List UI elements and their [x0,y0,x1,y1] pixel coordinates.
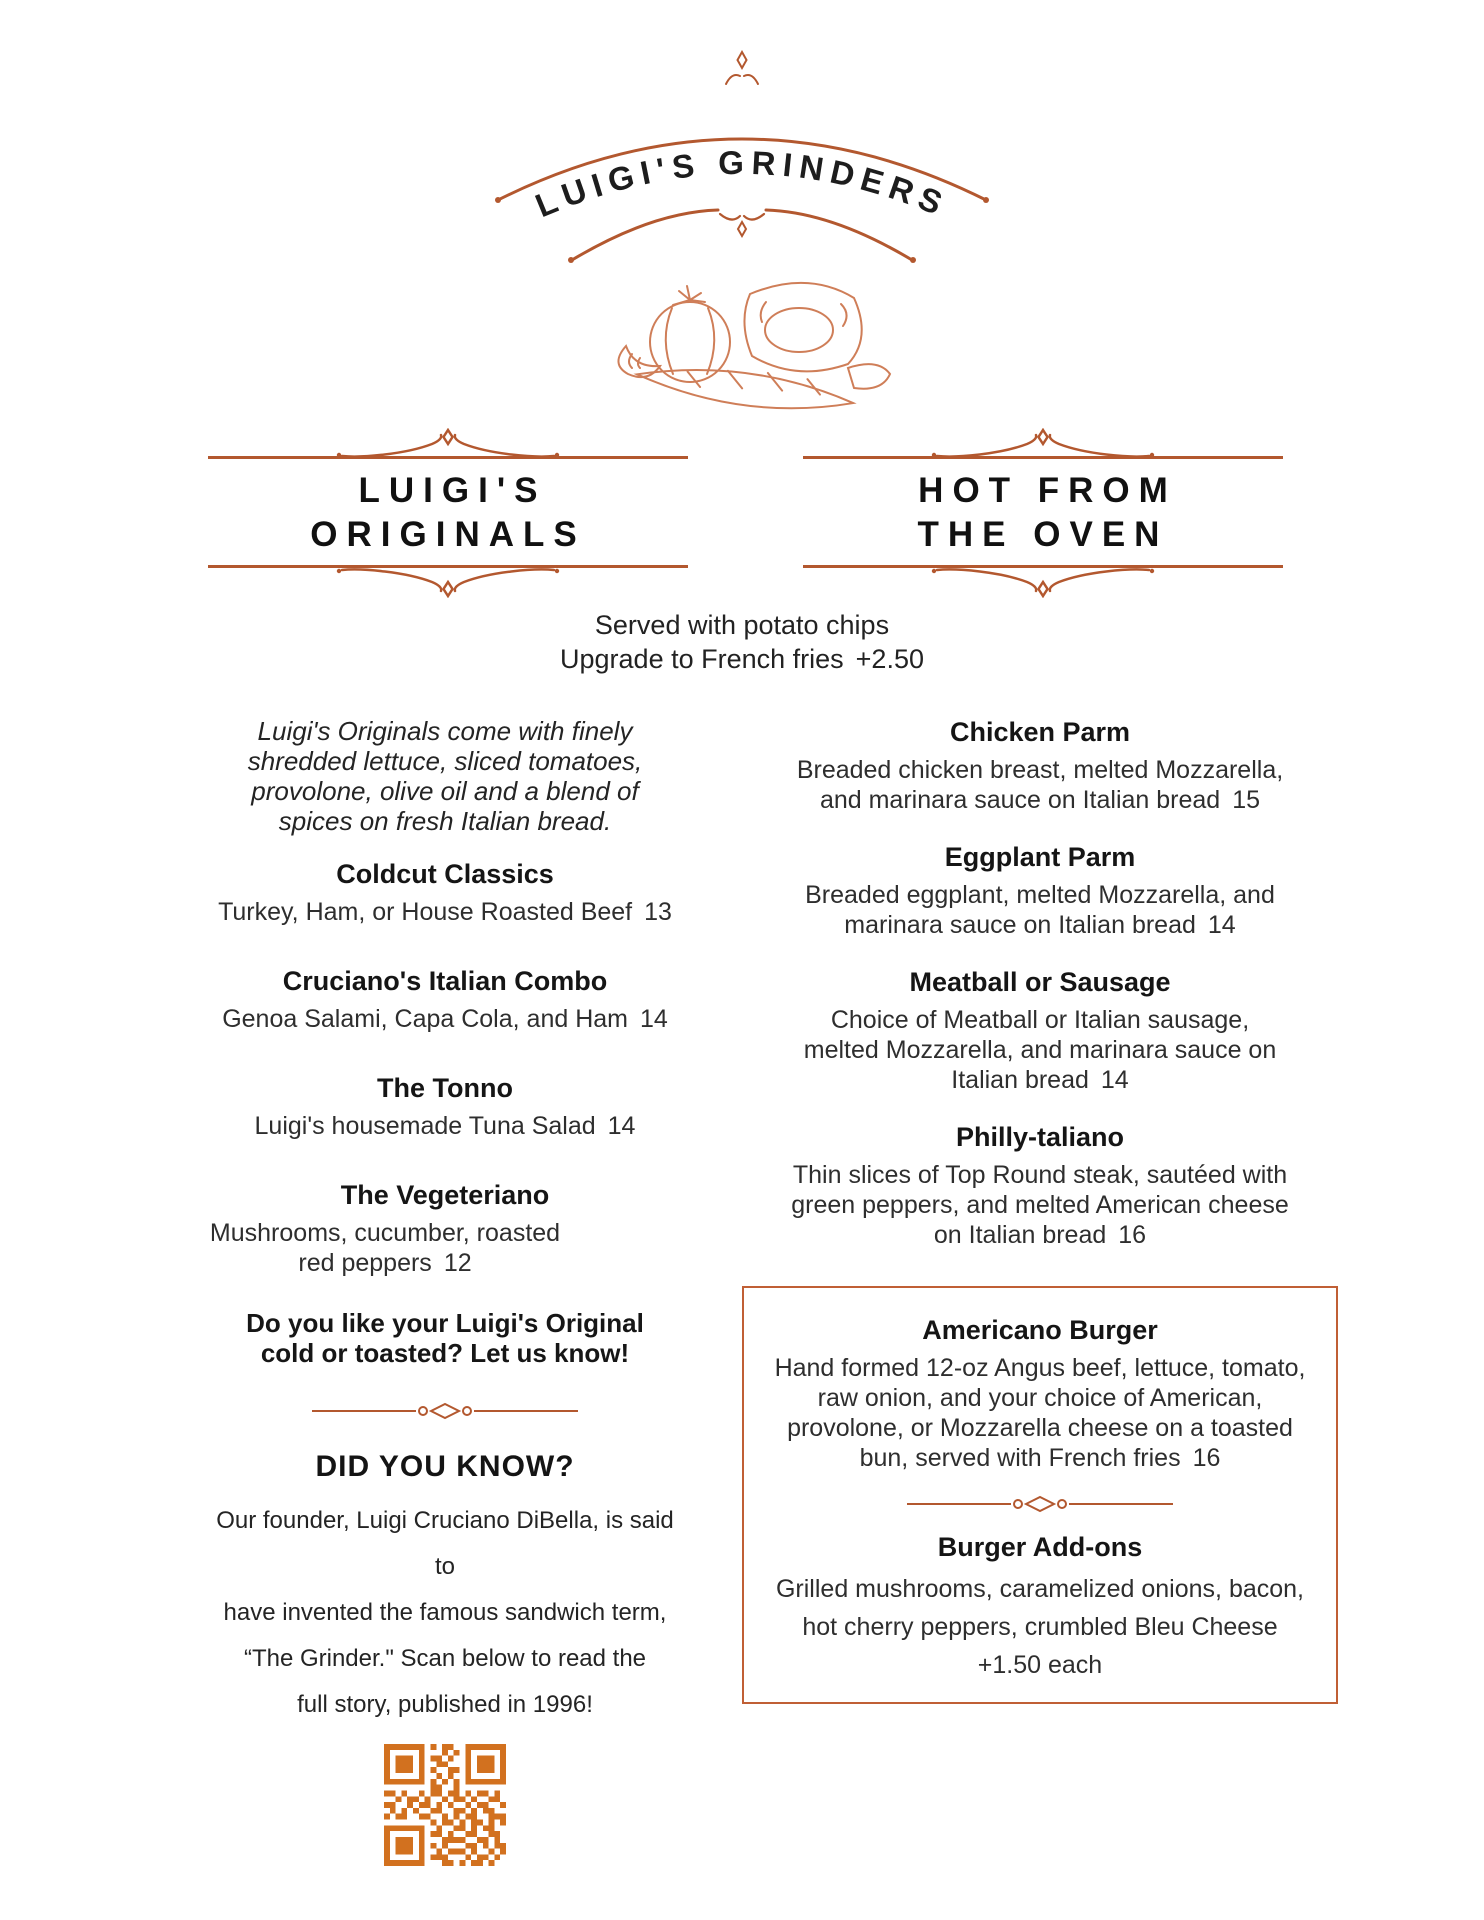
item-desc: Mushrooms, cucumber, roasted red peppers 12 [209,1219,561,1277]
item-name: The Tonno [377,1073,513,1103]
menu-item [205,1179,685,1278]
menu-item [205,858,685,927]
temperature-note: Do you like your Luigi's Original cold or toasted? Let us know! [246,1308,644,1368]
item-price: 16 [1192,1444,1221,1472]
item-name: Eggplant Parm [944,842,1136,872]
section-title-oven: HOT FROM THE OVEN [917,471,1177,554]
oven-column [742,716,1338,1704]
did-you-know-title: DID YOU KNOW? [315,1450,575,1483]
serving-note-line1: Served with potato chips [594,610,890,640]
item-desc: Thin slices of Top Round steak, sautéed with green peppers, and melted American cheese on Italian bread 16 [791,1161,1289,1249]
item-desc: Luigi's housemade Tuna Salad 14 [254,1112,636,1140]
rule-line [803,456,1283,459]
item-name: Burger Add-ons [937,1532,1143,1562]
item-desc: Breaded chicken breast, melted Mozzarella, and marinara sauce on Italian bread 15 [796,756,1284,814]
item-name: Americano Burger [922,1315,1158,1345]
did-you-know-body: Our founder, Luigi Cruciano DiBella, is said to have invented the famous sandwich term, “The Grinder." Scan below to read the full story, published in 1996! [216,1507,674,1718]
divider-ornament-icon [310,1402,580,1420]
rule-line [208,456,688,459]
menu-item [205,965,685,1034]
item-name: Coldcut Classics [336,859,554,889]
item-price: 14 [607,1112,636,1140]
item-name: Philly-taliano [955,1122,1125,1152]
divider-ornament-icon [905,1495,1175,1513]
menu-item [770,1531,1310,1684]
serving-note [0,608,1484,676]
item-price: 12 [443,1249,472,1277]
menu-item [770,1314,1310,1473]
item-desc: Genoa Salami, Capa Cola, and Ham 14 [222,1005,668,1033]
section-title-originals: LUIGI'S ORIGINALS [310,471,586,554]
svg-text:LUIGI'S GRINDERS [530,144,954,224]
section-header-originals [208,428,688,598]
serving-note-line2: Upgrade to French fries +2.50 [560,644,924,674]
menu-item [780,841,1300,940]
item-name: Chicken Parm [949,717,1131,747]
item-price: 14 [639,1005,668,1033]
item-desc: Grilled mushrooms, caramelized onions, bacon, hot cherry peppers, crumbled Bleu Cheese [775,1575,1304,1641]
item-price: 14 [1207,911,1236,939]
food-illustration-icon [598,250,898,422]
item-name: The Vegeteriano [340,1180,550,1210]
item-price: 15 [1232,786,1261,814]
flourish-ornament-icon [923,564,1163,598]
originals-intro: Luigi's Originals come with finely shredded lettuce, sliced tomatoes, provolone, olive oil and a blend of spices on fresh Italian bread. [247,716,643,836]
burger-box [742,1286,1338,1704]
logo [492,50,992,268]
fleur-ornament-icon [726,52,758,84]
qr-code [384,1744,506,1866]
item-desc: Hand formed 12-oz Angus beef, lettuce, tomato, raw onion, and your choice of American, provolone, or Mozzarella cheese on a toasted bun, served with French fries 16 [774,1354,1306,1472]
menu-item [780,966,1300,1095]
section-header-oven [803,428,1283,598]
flourish-ornament-icon [328,564,568,598]
menu-item [205,1072,685,1141]
menu-item [780,1121,1300,1250]
item-desc: Turkey, Ham, or House Roasted Beef 13 [218,898,672,926]
upcharge-price: +2.50 [855,644,924,674]
item-price: 16 [1118,1221,1147,1249]
item-price: 13 [644,898,672,926]
item-name: Cruciano's Italian Combo [282,966,608,996]
originals-column [205,716,685,1866]
addon-price-note: +1.50 each [977,1651,1103,1679]
item-price: 14 [1100,1066,1129,1094]
item-name: Meatball or Sausage [909,967,1171,997]
logo-title: LUIGI'S GRINDERS [530,143,954,225]
item-desc: Choice of Meatball or Italian sausage, melted Mozzarella, and marinara sauce on Italian bread 14 [803,1006,1277,1094]
menu-item [780,716,1300,815]
item-desc: Breaded eggplant, melted Mozzarella, and marinara sauce on Italian bread 14 [805,881,1275,939]
